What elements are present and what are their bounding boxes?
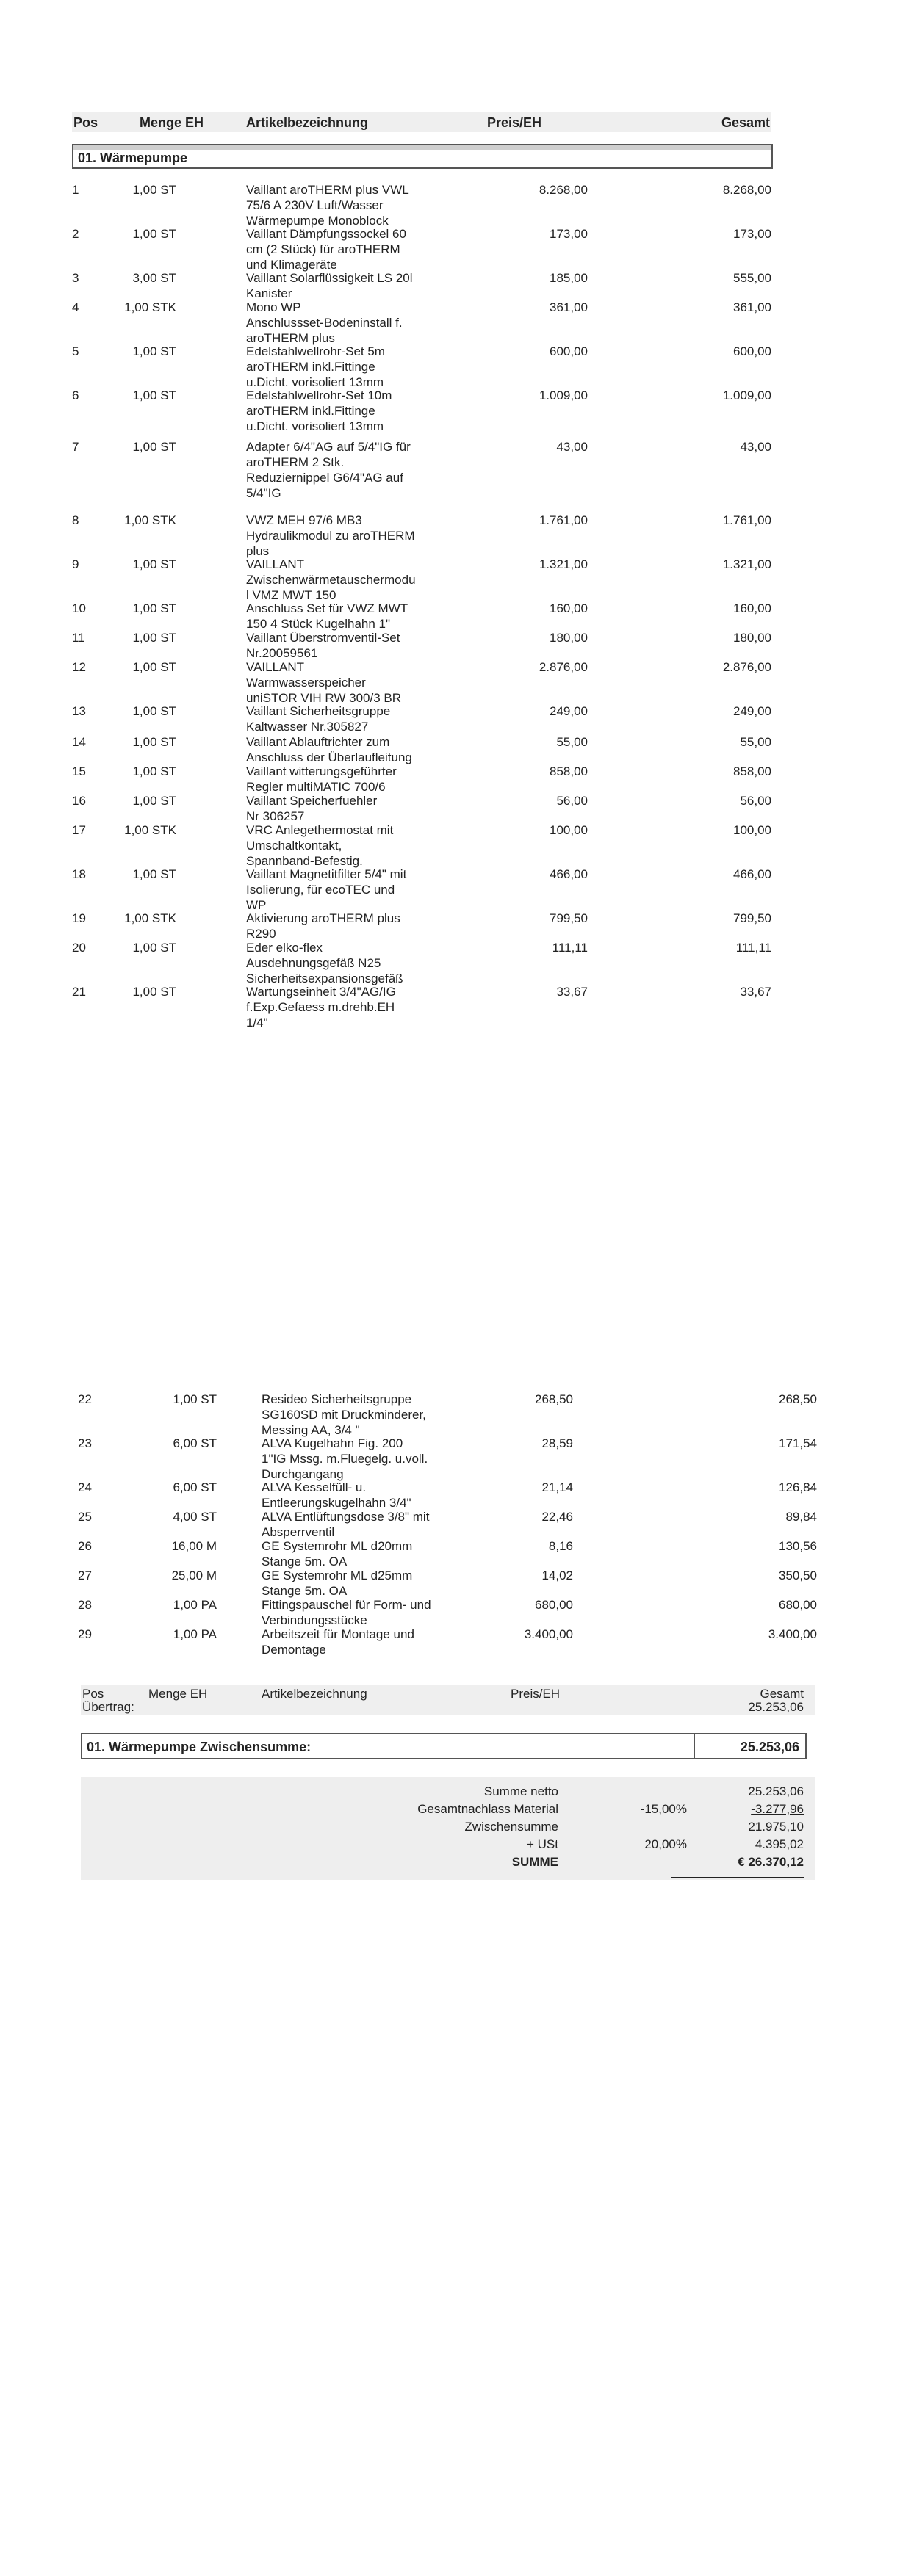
- item-total: 100,00: [733, 823, 771, 837]
- item-qty: 1,00 ST: [132, 704, 176, 718]
- item-pos: 17: [72, 823, 86, 837]
- item-unit-price: 361,00: [550, 300, 588, 314]
- item-pos: 10: [72, 601, 86, 615]
- item-qty: 1,00 STK: [124, 300, 176, 314]
- item-total: 55,00: [740, 735, 771, 749]
- item-total: 43,00: [740, 440, 771, 454]
- item-unit-price: 2.876,00: [539, 660, 588, 674]
- item-description: Vaillant Überstromventil-Set Nr.20059561: [246, 631, 400, 660]
- item-qty: 1,00 ST: [173, 1392, 217, 1406]
- item-unit-price: 799,50: [550, 911, 588, 925]
- item-description: Fittingspauschel für Form- und Verbindungsstücke: [262, 1598, 431, 1627]
- item-description: ALVA Kugelhahn Fig. 200 1"IG Mssg. m.Fluegelg. u.voll. Durchgangang: [262, 1436, 428, 1481]
- item-unit-price: 680,00: [535, 1598, 573, 1612]
- item-unit-price: 111,11: [552, 941, 588, 955]
- summary-label: Summe netto: [483, 1784, 558, 1798]
- summary-value: 25.253,06: [748, 1784, 804, 1798]
- item-description: VAILLANT Zwischenwärmetauschermodu l VMZ MWT 150: [246, 557, 416, 602]
- item-total: 171,54: [779, 1436, 817, 1450]
- item-unit-price: 28,59: [541, 1436, 573, 1450]
- item-unit-price: 43,00: [556, 440, 588, 454]
- item-qty: 1,00 ST: [132, 660, 176, 674]
- footer-header-pos: Pos: [82, 1687, 104, 1701]
- item-pos: 4: [72, 300, 79, 314]
- item-unit-price: 14,02: [541, 1569, 573, 1582]
- item-unit-price: 268,50: [535, 1392, 573, 1406]
- carry-label: Übertrag:: [82, 1700, 134, 1714]
- item-pos: 29: [78, 1627, 92, 1641]
- item-qty: 1,00 STK: [124, 911, 176, 925]
- item-total: 600,00: [733, 344, 771, 358]
- item-pos: 20: [72, 941, 86, 955]
- subtotal-box: [694, 1734, 805, 1758]
- item-total: 799,50: [733, 911, 771, 925]
- item-qty: 1,00 ST: [132, 941, 176, 955]
- summary-line: [81, 1855, 815, 1873]
- item-total: 2.876,00: [722, 660, 771, 674]
- footer-header-qty: Menge EH: [148, 1687, 208, 1701]
- item-pos: 11: [72, 631, 85, 645]
- item-pos: 16: [72, 794, 86, 808]
- item-unit-price: 8.268,00: [539, 183, 588, 197]
- item-unit-price: 249,00: [550, 704, 588, 718]
- summary-line: [81, 1802, 815, 1820]
- item-total: 466,00: [733, 867, 771, 881]
- item-total: 130,56: [779, 1539, 817, 1553]
- item-qty: 6,00 ST: [173, 1480, 217, 1494]
- header-pos: Pos: [73, 115, 98, 130]
- item-description: Eder elko-flex Ausdehnungsgefäß N25 Sicherheitsexpansionsgefäß: [246, 941, 403, 985]
- item-unit-price: 858,00: [550, 764, 588, 778]
- item-qty: 1,00 ST: [132, 227, 176, 241]
- item-total: 858,00: [733, 764, 771, 778]
- item-unit-price: 180,00: [550, 631, 588, 645]
- summary-value: 21.975,10: [748, 1820, 804, 1834]
- item-description: Vaillant aroTHERM plus VWL 75/6 A 230V Luft/Wasser Wärmepumpe Monoblock: [246, 183, 409, 228]
- item-pos: 12: [72, 660, 86, 674]
- summary-percent: 20,00%: [644, 1837, 687, 1851]
- item-total: 3.400,00: [768, 1627, 817, 1641]
- item-description: Mono WP Anschlussset-Bodeninstall f. aroTHERM plus: [246, 300, 403, 345]
- item-qty: 6,00 ST: [173, 1436, 217, 1450]
- item-unit-price: 21,14: [541, 1480, 573, 1494]
- item-description: Edelstahlwellrohr-Set 5m aroTHERM inkl.Fittinge u.Dicht. vorisoliert 13mm: [246, 344, 385, 389]
- summary-label: + USt: [527, 1837, 558, 1851]
- item-qty: 1,00 ST: [132, 183, 176, 197]
- section-bar: [73, 145, 771, 150]
- subtotal-label: 01. Wärmepumpe Zwischensumme:: [87, 1740, 312, 1754]
- item-pos: 18: [72, 867, 86, 881]
- summary-line: [81, 1837, 815, 1855]
- item-pos: 23: [78, 1436, 92, 1450]
- section-title: 01. Wärmepumpe: [78, 151, 188, 165]
- header-total: Gesamt: [721, 115, 770, 130]
- item-description: VRC Anlegethermostat mit Umschaltkontakt, Spannband-Befestig.: [246, 823, 394, 868]
- header-qty: Menge EH: [140, 115, 204, 130]
- item-description: Resideo Sicherheitsgruppe SG160SD mit Druckminderer, Messing AA, 3/4 ": [262, 1392, 426, 1437]
- item-pos: 9: [72, 557, 79, 571]
- summary-block: [81, 1777, 815, 1880]
- item-unit-price: 160,00: [550, 601, 588, 615]
- summary-percent: -15,00%: [640, 1802, 687, 1816]
- item-pos: 1: [72, 183, 79, 197]
- item-unit-price: 1.321,00: [539, 557, 588, 571]
- item-qty: 1,00 ST: [132, 344, 176, 358]
- item-total: 56,00: [740, 794, 771, 808]
- item-total: 350,50: [779, 1569, 817, 1582]
- item-unit-price: 8,16: [548, 1539, 573, 1553]
- item-qty: 1,00 ST: [132, 601, 176, 615]
- item-total: 33,67: [740, 985, 771, 999]
- summary-label: Zwischensumme: [464, 1820, 558, 1834]
- item-pos: 22: [78, 1392, 92, 1406]
- item-total: 89,84: [785, 1510, 817, 1524]
- item-unit-price: 22,46: [541, 1510, 573, 1524]
- item-pos: 15: [72, 764, 86, 778]
- item-pos: 7: [72, 440, 79, 454]
- item-total: 361,00: [733, 300, 771, 314]
- section-header: [72, 144, 773, 169]
- item-description: ALVA Kesselfüll- u. Entleerungskugelhahn 3/4": [262, 1480, 411, 1510]
- item-description: Aktivierung aroTHERM plus R290: [246, 911, 400, 941]
- item-unit-price: 600,00: [550, 344, 588, 358]
- item-description: Anschluss Set für VWZ MWT 150 4 Stück Kugelhahn 1": [246, 601, 408, 631]
- summary-label: Gesamtnachlass Material: [417, 1802, 558, 1816]
- header-desc: Artikelbezeichnung: [246, 115, 369, 130]
- item-description: Arbeitszeit für Montage und Demontage: [262, 1627, 414, 1657]
- item-description: Vaillant witterungsgeführter Regler multiMATIC 700/6: [246, 764, 397, 794]
- item-qty: 16,00 M: [171, 1539, 217, 1553]
- item-description: VAILLANT Warmwasserspeicher uniSTOR VIH RW 300/3 BR: [246, 660, 402, 705]
- item-description: Adapter 6/4"AG auf 5/4"IG für aroTHERM 2 Stk. Reduziernippel G6/4"AG auf 5/4"IG: [246, 440, 411, 500]
- item-unit-price: 55,00: [556, 735, 588, 749]
- item-description: Vaillant Speicherfuehler Nr 306257: [246, 794, 378, 823]
- item-description: Vaillant Sicherheitsgruppe Kaltwasser Nr.305827: [246, 704, 391, 734]
- summary-line: [81, 1820, 815, 1837]
- item-qty: 1,00 ST: [132, 985, 176, 999]
- item-pos: 5: [72, 344, 79, 358]
- item-pos: 3: [72, 271, 79, 285]
- item-qty: 1,00 ST: [132, 631, 176, 645]
- item-pos: 26: [78, 1539, 92, 1553]
- item-pos: 14: [72, 735, 86, 749]
- item-description: ALVA Entlüftungsdose 3/8" mit Absperrventil: [262, 1510, 430, 1539]
- item-description: VWZ MEH 97/6 MB3 Hydraulikmodul zu aroTHERM plus: [246, 513, 415, 558]
- item-pos: 13: [72, 704, 86, 718]
- carry-value: 25.253,06: [748, 1700, 804, 1714]
- item-description: Vaillant Ablauftrichter zum Anschluss der Überlaufleitung: [246, 735, 412, 764]
- footer-header-total: Gesamt: [760, 1687, 804, 1701]
- item-qty: 3,00 ST: [132, 271, 176, 285]
- item-qty: 25,00 M: [171, 1569, 217, 1582]
- item-pos: 8: [72, 513, 79, 527]
- item-description: Vaillant Solarflüssigkeit LS 20l Kanister: [246, 271, 413, 300]
- item-qty: 1,00 ST: [132, 440, 176, 454]
- item-description: Vaillant Dämpfungssockel 60 cm (2 Stück) für aroTHERM und Klimageräte: [246, 227, 406, 272]
- item-description: Edelstahlwellrohr-Set 10m aroTHERM inkl.Fittinge u.Dicht. vorisoliert 13mm: [246, 388, 392, 433]
- item-qty: 1,00 STK: [124, 823, 176, 837]
- summary-label: SUMME: [511, 1855, 558, 1869]
- item-total: 173,00: [733, 227, 771, 241]
- footer-header: [81, 1685, 815, 1715]
- footer-header-desc: Artikelbezeichnung: [262, 1687, 367, 1701]
- item-total: 111,11: [735, 941, 771, 955]
- summary-line: [81, 1784, 815, 1802]
- item-qty: 1,00 ST: [132, 557, 176, 571]
- item-pos: 2: [72, 227, 79, 241]
- item-total: 1.761,00: [722, 513, 771, 527]
- item-unit-price: 173,00: [550, 227, 588, 241]
- item-total: 180,00: [733, 631, 771, 645]
- item-pos: 25: [78, 1510, 92, 1524]
- sum-double-underline: [671, 1877, 804, 1881]
- item-total: 8.268,00: [722, 183, 771, 197]
- item-unit-price: 185,00: [550, 271, 588, 285]
- footer-header-price: Preis/EH: [511, 1687, 561, 1701]
- item-qty: 1,00 ST: [132, 764, 176, 778]
- item-unit-price: 3.400,00: [524, 1627, 573, 1641]
- item-qty: 4,00 ST: [173, 1510, 217, 1524]
- item-unit-price: 1.009,00: [539, 388, 588, 402]
- summary-value: -3.277,96: [751, 1802, 804, 1816]
- subtotal-value: 25.253,06: [740, 1740, 799, 1754]
- item-description: GE Systemrohr ML d20mm Stange 5m. OA: [262, 1539, 413, 1569]
- item-total: 160,00: [733, 601, 771, 615]
- item-unit-price: 466,00: [550, 867, 588, 881]
- item-qty: 1,00 ST: [132, 794, 176, 808]
- item-total: 555,00: [733, 271, 771, 285]
- item-qty: 1,00 PA: [173, 1598, 217, 1612]
- item-total: 268,50: [779, 1392, 817, 1406]
- item-qty: 1,00 STK: [124, 513, 176, 527]
- item-pos: 21: [72, 985, 86, 999]
- item-total: 1.321,00: [722, 557, 771, 571]
- item-qty: 1,00 PA: [173, 1627, 217, 1641]
- item-total: 126,84: [779, 1480, 817, 1494]
- item-pos: 19: [72, 911, 86, 925]
- item-description: Wartungseinheit 3/4"AG/IG f.Exp.Gefaess m.drehb.EH 1/4": [246, 985, 396, 1030]
- item-total: 680,00: [779, 1598, 817, 1612]
- item-unit-price: 1.761,00: [539, 513, 588, 527]
- item-pos: 6: [72, 388, 79, 402]
- item-total: 1.009,00: [722, 388, 771, 402]
- subtotal-row: [81, 1733, 807, 1759]
- item-total: 249,00: [733, 704, 771, 718]
- item-description: Vaillant Magnetitfilter 5/4" mit Isolierung, für ecoTEC und WP: [246, 867, 407, 912]
- item-pos: 28: [78, 1598, 92, 1612]
- item-unit-price: 56,00: [556, 794, 588, 808]
- item-pos: 27: [78, 1569, 92, 1582]
- item-pos: 24: [78, 1480, 92, 1494]
- item-qty: 1,00 ST: [132, 388, 176, 402]
- item-description: GE Systemrohr ML d25mm Stange 5m. OA: [262, 1569, 413, 1598]
- item-qty: 1,00 ST: [132, 735, 176, 749]
- table-header: [72, 112, 771, 132]
- item-unit-price: 33,67: [556, 985, 588, 999]
- header-price: Preis/EH: [487, 115, 542, 130]
- item-unit-price: 100,00: [550, 823, 588, 837]
- summary-value: € 26.370,12: [738, 1855, 804, 1869]
- item-qty: 1,00 ST: [132, 867, 176, 881]
- summary-value: 4.395,02: [755, 1837, 804, 1851]
